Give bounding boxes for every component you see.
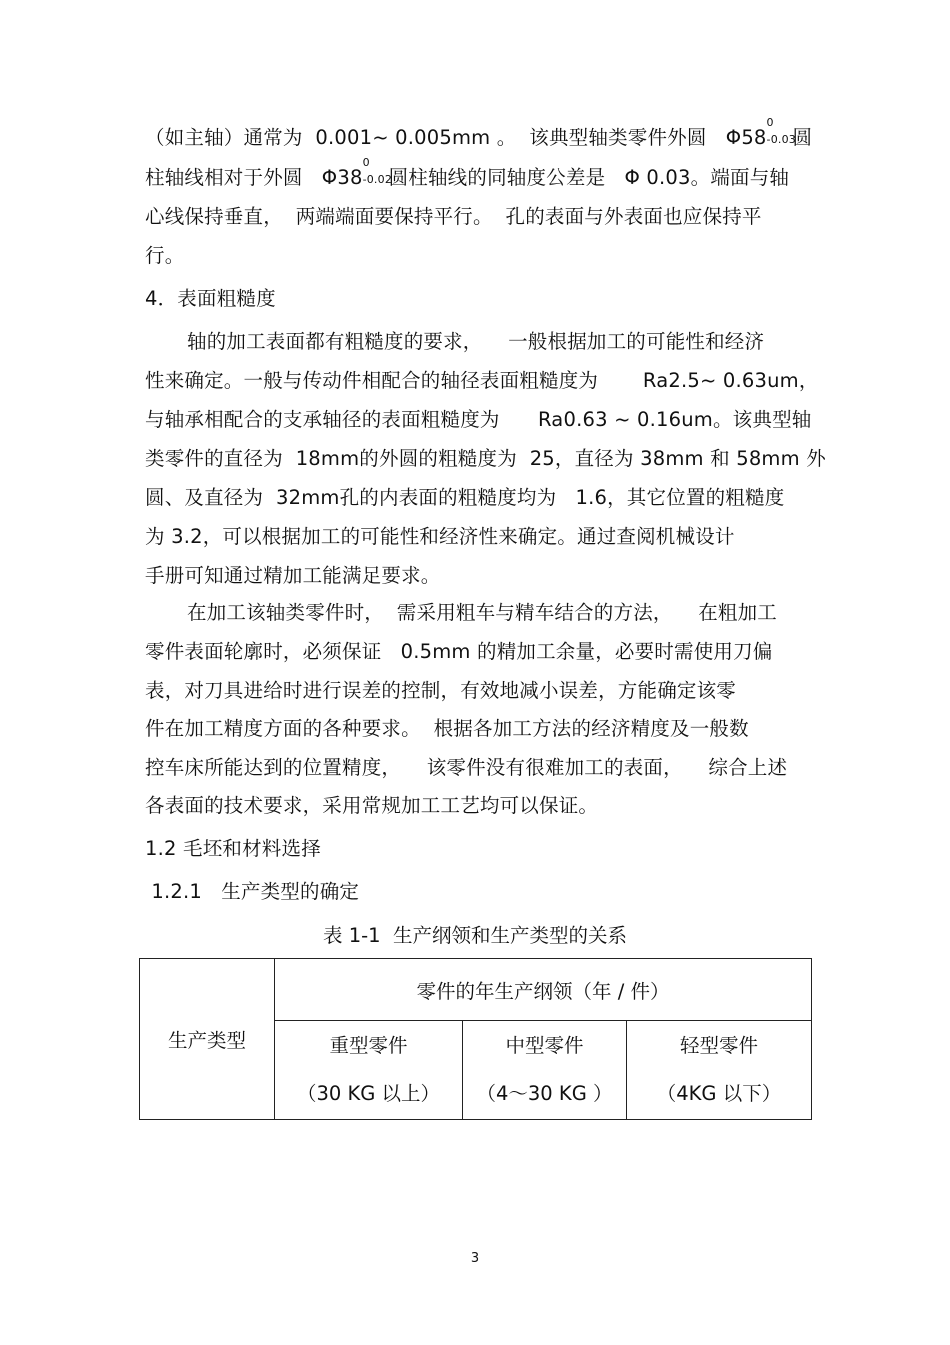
table-header-row [140,959,812,1021]
section-heading-1-2: 1.2 毛坯和材料选择 [145,837,321,860]
row-header-production-type: 生产类型 [140,959,275,1120]
table-caption: 表 1-1 生产纲领和生产类型的关系 [323,924,627,947]
column-range: （30 KG 以上） [296,1082,441,1105]
column-name: 轻型零件 [679,1034,758,1057]
column-name: 中型零件 [505,1034,584,1057]
paragraph-line-14: 零件表面轮廓时，必须保证 0.5mm 的精加工余量，必要时需使用刀偏 [145,640,773,663]
tolerance-upper: 0 [766,116,774,129]
column-light-parts [627,1021,812,1120]
column-heavy-parts [275,1021,463,1120]
text-segment: 圆 [792,126,813,149]
paragraph-line-7: 性来确定。一般与传动件相配合的轴径表面粗糙度为 Ra2.5~ 0.63um， [145,369,819,392]
column-range: （4KG 以下） [656,1082,782,1105]
paragraph-line-6: 轴的加工表面都有粗糙度的要求， 一般根据加工的可能性和经济 [187,330,765,353]
paragraph-line-13: 在加工该轴类零件时， 需采用粗车与精车结合的方法， 在粗加工 [187,601,777,624]
tolerance-38 [362,156,393,193]
paragraph-line-8: 与轴承相配合的支承轴径的表面粗糙度为 Ra0.63 ~ 0.16um。该典型轴 [145,408,812,431]
group-header-annual-output: 零件的年生产纲领（年 / 件） [275,959,812,1021]
paragraph-line-17: 控车床所能达到的位置精度， 该零件没有很难加工的表面， 综合上述 [145,756,788,779]
paragraph-line-9: 类零件的直径为 18mm的外圆的粗糙度为 25，直径为 38mm 和 58mm 外 [145,447,826,470]
page-number: 3 [470,1251,480,1266]
column-range: （4～30 KG ） [476,1082,613,1105]
paragraph-line-2 [145,156,790,193]
paragraph-line-3: 心线保持垂直， 两端端面要保持平行。 孔的表面与外表面也应保持平 [145,205,762,228]
column-medium-parts [463,1021,627,1120]
section-heading-roughness: 4．表面粗糙度 [145,287,276,310]
tolerance-upper: 0 [362,156,370,169]
tolerance-lower: -0.03 [766,133,796,146]
paragraph-line-12: 手册可知通过精加工能满足要求。 [145,564,441,587]
paragraph-line-11: 为 3.2，可以根据加工的可能性和经济性来确定。通过查阅机械设计 [145,525,735,548]
paragraph-line-15: 表，对刀具进给时进行误差的控制，有效地减小误差，方能确定该零 [145,679,737,702]
column-name: 重型零件 [329,1034,408,1057]
paragraph-line-1 [145,116,813,153]
production-type-table [139,958,812,1120]
paragraph-line-16: 件在加工精度方面的各种要求。 根据各加工方法的经济精度及一般数 [145,717,749,740]
tolerance-lower: -0.02 [362,173,393,186]
text-segment: （如主轴）通常为 0.001~ 0.005mm 。 该典型轴类零件外圆 Φ58 [145,126,767,149]
text-segment: 柱轴线相对于外圆 Φ38 [145,166,363,189]
section-heading-1-2-1: 1.2.1 生产类型的确定 [145,880,360,903]
paragraph-line-10: 圆、及直径为 32mm孔的内表面的粗糙度均为 1.6，其它位置的粗糙度 [145,486,785,509]
tolerance-58 [766,116,796,153]
paragraph-line-4: 行。 [145,244,185,267]
paragraph-line-18: 各表面的技术要求，采用常规加工工艺均可以保证。 [145,794,599,817]
text-segment: 圆柱轴线的同轴度公差是 Φ 0.03。端面与轴 [388,166,790,189]
